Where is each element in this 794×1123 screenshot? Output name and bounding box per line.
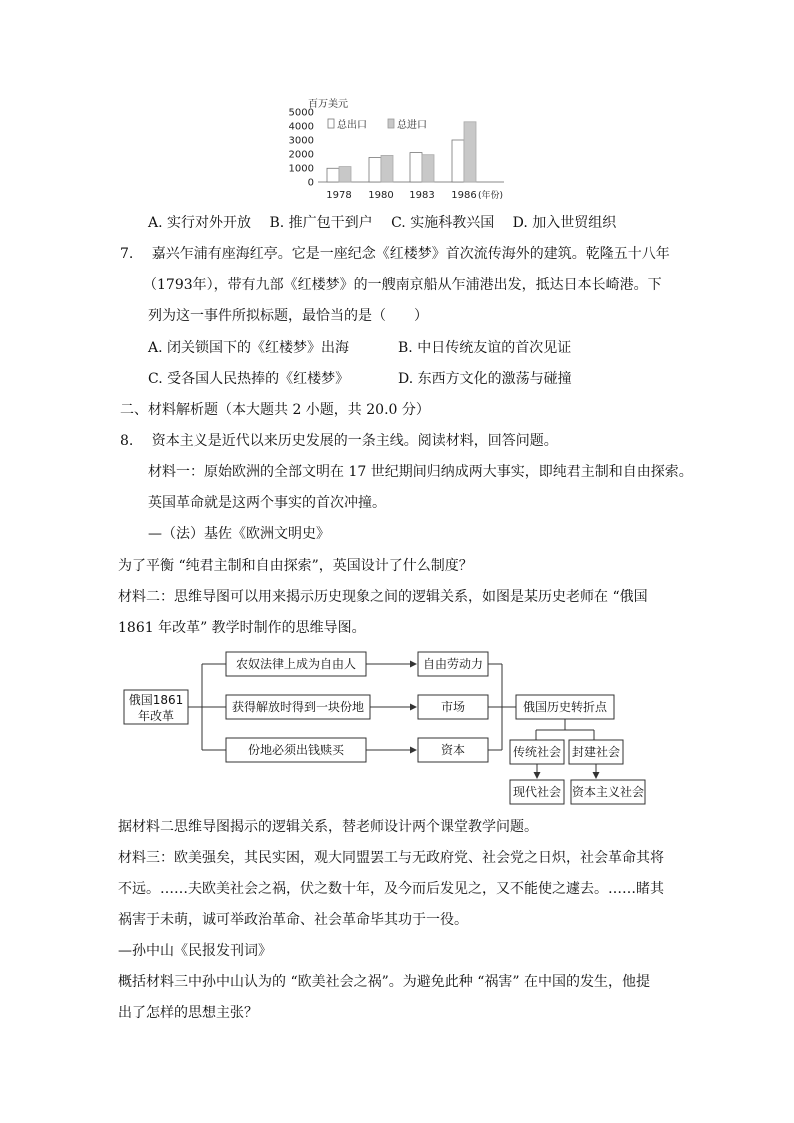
y-axis-ticks: [289, 108, 314, 189]
legend-export-label: 总出口: [337, 120, 367, 131]
material2-line2: 1861 年改革” 教学时制作的思维导图。: [118, 620, 366, 636]
y-tick-label: 0: [307, 177, 314, 189]
bar-export: [452, 140, 464, 182]
legend-import-swatch: [388, 119, 394, 128]
q7-option-a: A. 闭关锁国下的《红楼梦》出海: [148, 340, 350, 356]
chart-unit-label: 百万美元: [308, 99, 348, 110]
y-tick-label: 2000: [288, 149, 314, 161]
bar-import: [339, 167, 351, 182]
question2: 据材料二思维导图揭示的逻辑关系，替老师设计两个课堂教学问题。: [118, 819, 538, 835]
mm-branch2-text: 获得解放时得到一块份地: [231, 700, 365, 714]
mm-branch1-text: 农奴法律上成为自由人: [235, 657, 357, 671]
material3-line2: 不远。……夫欧美社会之祸，伏之数十年，及今而后发见之，又不能使之遽去。……睹其: [118, 881, 664, 897]
bar-import: [422, 155, 434, 182]
bar-import: [464, 122, 476, 182]
material3-line3: 祸害于未萌，诚可举政治革命、社会革命毕其功于一役。: [118, 912, 468, 928]
x-axis-title: (年份): [478, 191, 504, 201]
mm-traditional-text: 传统社会: [512, 745, 562, 759]
material1-line1: 材料一：原始欧洲的全部文明在 17 世纪期间归纳成两大事实，即纯君主制和自由探索。: [148, 464, 693, 480]
q7-stem-line3: 列为这一事件所拟标题，最恰当的是（ ）: [148, 308, 428, 324]
q7-option-c: C. 受各国人民热捧的《红楼梦》: [148, 371, 350, 387]
mind-map: [118, 650, 658, 810]
y-tick-label: 3000: [288, 135, 314, 147]
mm-capitalist-text: 资本主义社会: [571, 785, 645, 799]
q7-option-d: D. 东西方文化的激荡与碰撞: [398, 371, 572, 387]
material1-source: —（法）基佐《欧洲文明史》: [148, 526, 330, 542]
mm-root-text-2: 年改革: [137, 709, 175, 723]
mm-modern-text: 现代社会: [512, 785, 562, 799]
q7-stem-line2: （1793年），带有九部《红楼梦》的一艘南京船从乍浦港出发，抵达日本长崎港。下: [143, 277, 662, 293]
x-tick-label: 1983: [409, 190, 435, 201]
q8-stem: 8. 资本主义是近代以来历史发展的一条主线。阅读材料，回答问题。: [120, 433, 558, 449]
q6-options: A. 实行对外开放 B. 推广包干到户 C. 实施科教兴国 D. 加入世贸组织: [148, 215, 617, 231]
chart-legend: [328, 118, 427, 131]
mm-turning-text: 俄国历史转折点: [522, 700, 608, 714]
material2-line1: 材料二：思维导图可以用来揭示历史现象之间的逻辑关系，如图是某历史老师在 “俄国: [118, 589, 648, 605]
mm-feudal-text: 封建社会: [571, 745, 621, 759]
mm-result2-text: 市场: [440, 700, 466, 714]
q7-option-b: B. 中日传统友谊的首次见证: [398, 340, 572, 356]
mm-result3-text: 资本: [440, 743, 466, 757]
bar-export: [369, 158, 381, 183]
mm-turning-split: [536, 719, 594, 740]
bar-export: [410, 153, 422, 182]
q7-stem-line1: 7. 嘉兴乍浦有座海红亭。它是一座纪念《红楼梦》首次流传海外的建筑。乾隆五十八年: [120, 246, 670, 262]
y-tick-label: 1000: [288, 163, 314, 175]
mm-root-text-1: 俄国1861: [128, 693, 184, 707]
x-axis-ticks: [326, 190, 476, 201]
question3-line1: 概括材料三中孙中山认为的 “欧美社会之祸”。为避免此种 “祸害” 在中国的发生，他提: [118, 974, 650, 990]
trade-bar-chart: [288, 96, 510, 208]
question3-line2: 出了怎样的思想主张？: [118, 1005, 258, 1021]
mm-root-bracket: [188, 664, 226, 750]
x-tick-label: 1986: [451, 190, 477, 201]
x-tick-label: 1978: [326, 190, 352, 201]
y-tick-label: 4000: [288, 121, 314, 133]
x-tick-label: 1980: [368, 190, 394, 201]
mm-result1-text: 自由劳动力: [422, 657, 484, 671]
material3-line1: 材料三：欧美强矣，其民实困，观大同盟罢工与无政府党、社会党之日炽，社会革命其将: [118, 850, 664, 866]
mm-branch3-text: 份地必须出钱赎买: [247, 743, 345, 757]
y-tick-label: 5000: [288, 107, 314, 119]
mm-result-bracket: [488, 664, 516, 750]
material1-line2: 英国革命就是这两个事实的首次冲撞。: [148, 495, 386, 511]
question1: 为了平衡 “纯君主制和自由探索”，英国设计了什么制度？: [118, 558, 473, 574]
material3-source: —孙中山《民报发刊词》: [118, 943, 272, 959]
legend-import-label: 总进口: [397, 120, 427, 131]
bar-import: [381, 155, 393, 182]
section-heading: 二、材料解析题（本大题共 2 小题，共 20.0 分）: [120, 402, 430, 418]
bar-export: [327, 168, 339, 182]
legend-export-swatch: [328, 119, 334, 128]
